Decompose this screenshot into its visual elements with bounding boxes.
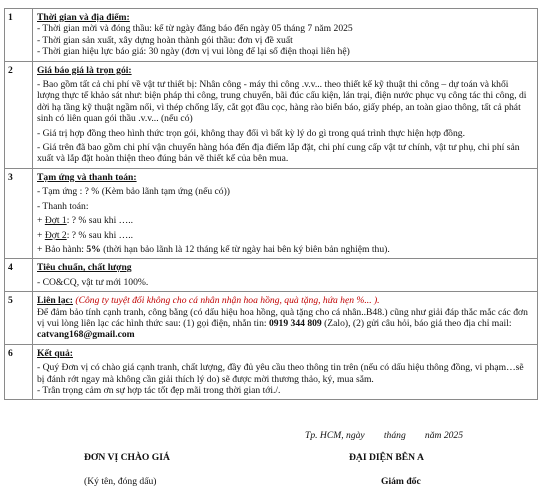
section-heading: Thời gian và địa điểm: (37, 12, 130, 23)
table-row (5, 344, 538, 400)
row-number: 1 (5, 9, 33, 62)
party-a-position: Giám đốc (381, 476, 421, 487)
table-row (5, 259, 538, 292)
text-line: - Thời gian hiệu lực báo giá: 30 ngày (đơn vị vui lòng để lại số điện thoại liên hệ) (37, 46, 350, 58)
table-row (5, 168, 538, 258)
text-line: - Bao gồm tất cả chi phí về vật tư thiết bị: Nhân công - máy thi công .v.v... theo thiết kế kỹ thuật thi công – dự toán và khối (37, 79, 509, 91)
section-heading: Giá báo giá là trọn gói: (37, 64, 132, 76)
text-line: lượng thực tế khảo sát như: biện pháp thi công, trung chuyển, bãi đúc cấu kiện, lán trại, điện nước phục vụ công tác thi công, di (37, 90, 527, 102)
row-content (33, 61, 538, 168)
row-number: 2 (5, 61, 33, 168)
text-line: - Thanh toán: (37, 200, 89, 212)
warranty-label: + Bảo hành: (37, 243, 87, 255)
text-line: - Thời gian mời và đóng thầu: kể từ ngày đăng báo đến ngày 05 tháng 7 năm 2025 (37, 23, 353, 35)
row-number: 3 (5, 168, 33, 258)
warranty-text: (thời hạn bảo lãnh là 12 tháng kể từ ngày hai bên ký biên bản nghiệm thu). (100, 243, 390, 255)
terms-table (4, 8, 538, 400)
row-number: 6 (5, 344, 33, 400)
email-address: catvang168@gmail.com (37, 329, 135, 341)
phone-number: 0919 344 809 (268, 317, 322, 329)
warning-note: (Công ty tuyệt đối không cho cá nhân nhận hoa hồng, quà tặng, hứa hẹn %... ). (75, 295, 380, 307)
row-content (33, 344, 538, 400)
section-heading: Kết quả: (37, 347, 73, 359)
text-line: sinh có liên quan gói thầu .v.v... (nếu có) (37, 113, 193, 125)
text-line: Để đảm bảo tính cạnh tranh, công bằng (có dấu hiệu hoa hồng, quà tặng cho cá nhân..B48.) cũng như giải đáp thắc mắc các đơn (37, 306, 528, 318)
text-line: - Giá trị hợp đồng theo hình thức trọn gói, không thay đổi vì bất kỳ lý do gì trong quá trình thực hiện hợp đồng. (37, 127, 465, 139)
text-line: - CO&CQ, vật tư mới 100%. (37, 276, 149, 288)
section-heading: Liên lạc: (37, 295, 73, 307)
party-a-signature-title: ĐẠI DIỆN BÊN A (349, 452, 424, 463)
text-line: - Quý Đơn vị có chào giá cạnh tranh, chất lượng, đầy đủ yêu cầu theo thông tin trên (nếu có dấu hiệu thông đồng, vi phạm…sẽ (37, 362, 524, 374)
row-content (33, 292, 538, 345)
table-row (5, 9, 538, 62)
warranty-value: 5% (86, 243, 101, 255)
text-line: xuất và lắp đặt hoàn thiện theo đúng bản vẽ thiết kế của bên mua. (37, 153, 289, 165)
date-line: Tp. HCM, ngày tháng năm 2025 (305, 430, 464, 441)
installment-text: : ? % sau khi ….. (66, 229, 134, 241)
table-row (5, 61, 538, 168)
text-line: - Thời gian sản xuất, xây dựng hoàn thành gói thầu: đơn vị đề xuất (37, 34, 293, 46)
bidder-signature-note: (Ký tên, đóng dấu) (84, 476, 157, 487)
table-row (5, 292, 538, 345)
contact-text: vị vui lòng liên lạc các hình thức sau: (1) gọi điện, nhắn tin: (37, 317, 269, 329)
installment-text: : ? % sau khi ….. (66, 215, 134, 227)
contact-text: (Zalo), (2) gửi câu hỏi, báo giá theo địa chỉ mail: (321, 317, 512, 329)
text-line (37, 244, 533, 255)
text-line: bị đánh rớt ngay mà không cần giải thích lý do) sẽ được mời thương thảo, ký, mua sắm. (37, 373, 374, 385)
installment-label: Đợt 2 (44, 229, 67, 241)
section-heading: Tạm ứng và thanh toán: (37, 171, 137, 183)
row-content (33, 9, 538, 62)
row-content (33, 168, 538, 258)
row-number: 4 (5, 259, 33, 292)
text-line: - Tạm ứng : ? % (Kèm bảo lãnh tạm ứng (nếu có)) (37, 186, 230, 198)
installment-label: Đợt 1 (44, 215, 67, 227)
section-heading: Tiêu chuẩn, chất lượng (37, 262, 132, 274)
text-line: dời hạ tầng kỹ thuật ngầm nổi, vì thép chống lấy, cắt gọt đầu cọc, hàng rào biển báo, giấy phép, an toàn giao thông, tất cả phát (37, 101, 521, 113)
bidder-signature-title: ĐƠN VỊ CHÀO GIÁ (84, 452, 170, 463)
row-number: 5 (5, 292, 33, 345)
text-line: + Đợt 2: ? % sau khi ….. (37, 229, 134, 241)
row-content (33, 259, 538, 292)
text-line: - Trân trọng cảm ơn sự hợp tác tốt đẹp mãi trong thời gian tới./. (37, 384, 281, 396)
text-line (37, 318, 533, 329)
text-line: - Giá trên đã bao gồm chi phí vận chuyển hàng hóa đến địa điểm lắp đặt, chi phí cung cấp vật tư chính, vật tư phụ, chi phí sản (37, 142, 520, 154)
text-line: + Đợt 1: ? % sau khi ….. (37, 215, 134, 227)
